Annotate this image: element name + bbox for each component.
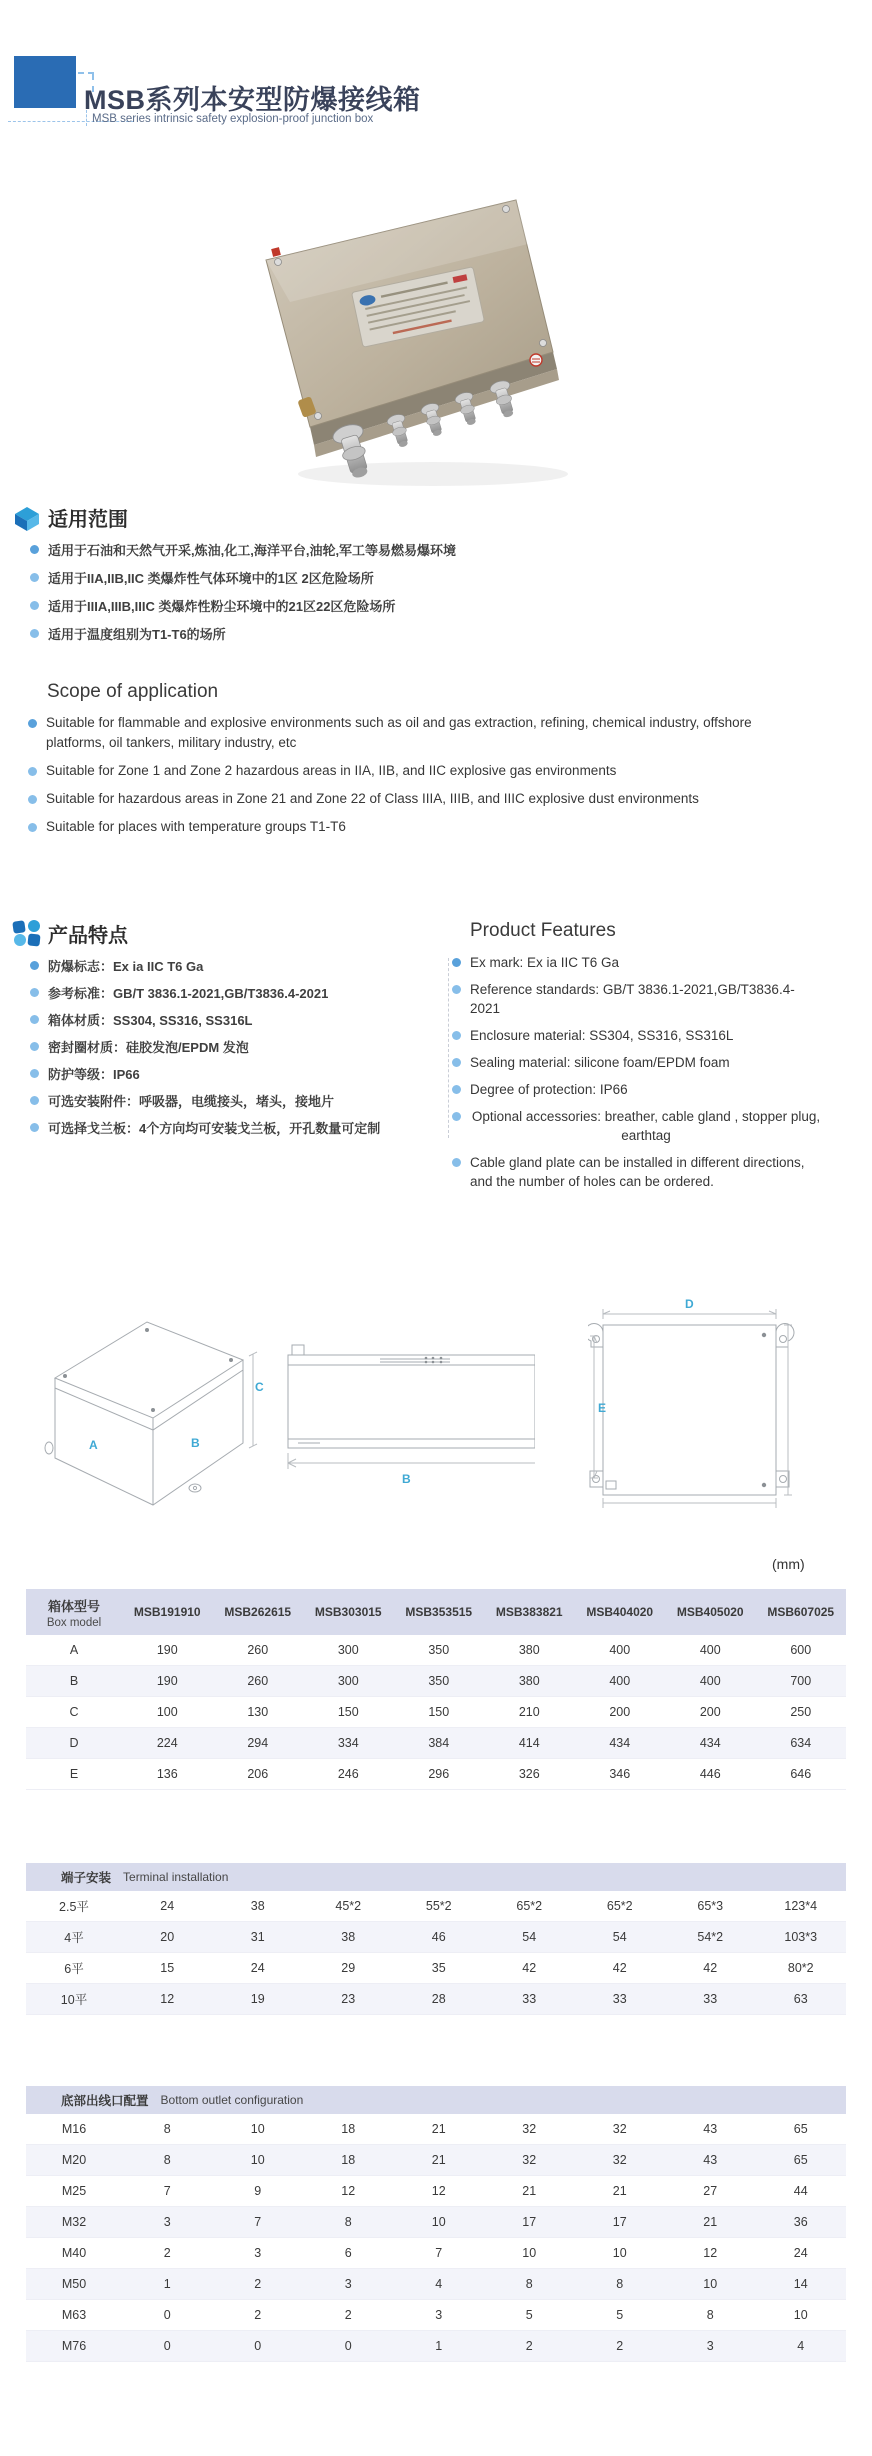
bullet-item xyxy=(452,1153,822,1191)
bullet-text: Suitable for flammable and explosive environments such as oil and gas extraction, refining, chemical industry, offshore platforms, oil tankers, military industry, etc xyxy=(46,715,752,750)
cell-value: 10 xyxy=(522,2246,537,2260)
bullet-text: 适用于温度组别为T1-T6的场所 xyxy=(48,626,226,642)
cell-value: 4 xyxy=(797,2339,805,2353)
cell-value: 23 xyxy=(341,1992,356,2006)
box-model-header: MSB383821 xyxy=(495,1605,563,1619)
cell-value: 65 xyxy=(793,2122,808,2136)
bullet-item xyxy=(30,1033,380,1060)
cell-value: 10 xyxy=(250,2122,265,2136)
dim-label-C: C xyxy=(255,1380,264,1394)
bullet-text: Suitable for Zone 1 and Zone 2 hazardous areas in IIA, IIB, and IIC explosive gas environments xyxy=(46,763,617,778)
cell-value: 100 xyxy=(156,1705,178,1719)
cell-value: 400 xyxy=(609,1643,631,1657)
cell-value: 36 xyxy=(793,2215,808,2229)
table-row xyxy=(26,2114,846,2145)
cell-value: 3 xyxy=(163,2215,171,2229)
cell-value: 350 xyxy=(428,1643,450,1657)
features-en-heading: Product Features xyxy=(470,920,616,941)
bullet-text: Ex mark: Ex ia IIC T6 Ga xyxy=(470,955,620,970)
bullet-dot-icon xyxy=(30,629,39,638)
table-row xyxy=(26,1728,846,1759)
cell-value: 384 xyxy=(428,1736,450,1750)
column-divider xyxy=(448,958,449,1138)
bullet-item xyxy=(452,1080,822,1099)
row-label: M76 xyxy=(61,2339,87,2353)
cell-value: 12 xyxy=(160,1992,175,2006)
cell-value: 296 xyxy=(428,1767,450,1781)
cell-value: 8 xyxy=(525,2277,533,2291)
bullet-dot-icon xyxy=(30,573,39,582)
terminal-table xyxy=(26,1863,846,2015)
bullet-dot-icon xyxy=(452,1031,461,1040)
bullet-dot-icon xyxy=(30,545,39,554)
bullet-text: 可选择戈兰板：4个方向均可安装戈兰板，开孔数量可定制 xyxy=(48,1121,381,1136)
cell-value: 7 xyxy=(435,2246,443,2260)
bullet-text: Suitable for places with temperature groups T1-T6 xyxy=(46,819,346,834)
side-view-drawing xyxy=(280,1335,535,1490)
round-sticker xyxy=(530,354,542,366)
outlet-table-title-bar xyxy=(26,2086,846,2114)
bullet-dot-icon xyxy=(30,961,39,970)
product-photo xyxy=(248,182,578,492)
bullet-text: Degree of protection: IP66 xyxy=(470,1082,628,1097)
table-row xyxy=(26,1759,846,1790)
bullet-dot-icon xyxy=(30,1015,39,1024)
bullet-item xyxy=(30,1006,380,1033)
bullet-text: 参考标准：GB/T 3836.1-2021,GB/T3836.4-2021 xyxy=(48,986,329,1001)
cell-value: 10 xyxy=(703,2277,718,2291)
box-model-table xyxy=(26,1589,846,1790)
cell-value: 33 xyxy=(522,1992,537,2006)
scope-en-list xyxy=(28,713,786,845)
bullet-text: Enclosure material: SS304, SS316, SS316L xyxy=(470,1028,734,1043)
bullet-dot-icon xyxy=(452,958,461,967)
cell-value: 260 xyxy=(247,1674,269,1688)
cell-value: 2 xyxy=(616,2339,624,2353)
bullet-dot-icon xyxy=(452,1158,461,1167)
bullet-text: Cable gland plate can be installed in different directions, and the number of holes can be ordered. xyxy=(470,1155,805,1189)
bullet-dot-icon xyxy=(452,1085,461,1094)
cell-value: 21 xyxy=(431,2122,446,2136)
bullet-item xyxy=(452,953,822,972)
box-model-header: MSB191910 xyxy=(133,1605,201,1619)
cell-value: 21 xyxy=(612,2184,627,2198)
cell-value: 380 xyxy=(518,1674,540,1688)
cell-value: 346 xyxy=(609,1767,631,1781)
cell-value: 434 xyxy=(609,1736,631,1750)
scope-cn-heading: 适用范围 xyxy=(48,509,128,531)
cell-value: 150 xyxy=(337,1705,359,1719)
row-label: E xyxy=(69,1767,79,1781)
cell-value: 19 xyxy=(250,1992,265,2006)
cell-value: 10 xyxy=(612,2246,627,2260)
row-label: B xyxy=(69,1674,79,1688)
bullet-dot-icon xyxy=(30,601,39,610)
cell-value: 45*2 xyxy=(335,1899,362,1913)
cell-value: 103*3 xyxy=(784,1930,818,1944)
bullet-text: Suitable for hazardous areas in Zone 21 and Zone 22 of Class IIIA, IIIB, and IIIC explosive dust environments xyxy=(46,791,699,806)
cell-value: 35 xyxy=(431,1961,446,1975)
cell-value: 32 xyxy=(612,2153,627,2167)
row-label: M25 xyxy=(61,2184,87,2198)
cell-value: 0 xyxy=(163,2339,171,2353)
cell-value: 29 xyxy=(341,1961,356,1975)
bullet-item xyxy=(28,761,786,781)
row-label: 10平 xyxy=(60,1993,88,2007)
cell-value: 600 xyxy=(790,1643,812,1657)
cell-value: 43 xyxy=(703,2153,718,2167)
cell-value: 17 xyxy=(612,2215,627,2229)
cell-value: 3 xyxy=(254,2246,262,2260)
row-label: M40 xyxy=(61,2246,87,2260)
bullet-dot-icon xyxy=(452,1058,461,1067)
bullet-dot-icon xyxy=(28,823,37,832)
cell-value: 326 xyxy=(518,1767,540,1781)
row-label: M32 xyxy=(61,2215,87,2229)
box-model-label-cn: 箱体型号 xyxy=(47,1598,100,1614)
cell-value: 8 xyxy=(616,2277,624,2291)
cell-value: 446 xyxy=(699,1767,721,1781)
cell-value: 130 xyxy=(247,1705,269,1719)
cell-value: 32 xyxy=(612,2122,627,2136)
cell-value: 0 xyxy=(254,2339,262,2353)
table-row xyxy=(26,2176,846,2207)
cell-value: 10 xyxy=(793,2308,808,2322)
outlet-title-cn: 底部出线口配置 xyxy=(61,2094,149,2108)
bullet-item xyxy=(30,1060,380,1087)
cell-value: 136 xyxy=(156,1767,178,1781)
box-model-header: MSB607025 xyxy=(767,1605,835,1619)
cell-value: 190 xyxy=(156,1674,178,1688)
brand-logo xyxy=(14,56,76,108)
cell-value: 46 xyxy=(431,1930,446,1944)
cell-value: 8 xyxy=(706,2308,714,2322)
isometric-drawing xyxy=(35,1300,265,1515)
bullet-dot-icon xyxy=(28,795,37,804)
cell-value: 18 xyxy=(341,2153,356,2167)
table-row xyxy=(26,1697,846,1728)
box-model-header: MSB303015 xyxy=(314,1605,382,1619)
box-model-header: MSB405020 xyxy=(676,1605,744,1619)
cell-value: 12 xyxy=(703,2246,718,2260)
row-label: 2.5平 xyxy=(59,1900,89,1914)
cell-value: 21 xyxy=(703,2215,718,2229)
cell-value: 150 xyxy=(428,1705,450,1719)
bullet-item xyxy=(30,535,456,563)
cell-value: 4 xyxy=(435,2277,443,2291)
row-label: 4平 xyxy=(64,1931,84,1945)
cell-value: 33 xyxy=(703,1992,718,2006)
table-row xyxy=(26,1635,846,1666)
cell-value: 32 xyxy=(522,2153,537,2167)
cell-value: 434 xyxy=(699,1736,721,1750)
box-table-corner-cell xyxy=(26,1596,122,1629)
box-model-header: MSB353515 xyxy=(405,1605,473,1619)
cell-value: 31 xyxy=(250,1930,265,1944)
table-row xyxy=(26,1922,846,1953)
cell-value: 300 xyxy=(337,1643,359,1657)
cell-value: 8 xyxy=(163,2153,171,2167)
outlet-table xyxy=(26,2086,846,2362)
unit-label: (mm) xyxy=(772,1556,805,1572)
cell-value: 65 xyxy=(793,2153,808,2167)
cell-value: 646 xyxy=(790,1767,812,1781)
bullet-item xyxy=(28,789,786,809)
cell-value: 44 xyxy=(793,2184,808,2198)
cell-value: 6 xyxy=(344,2246,352,2260)
table-row xyxy=(26,1891,846,1922)
cell-value: 21 xyxy=(522,2184,537,2198)
scope-en-heading: Scope of application xyxy=(47,681,219,702)
bullet-item xyxy=(30,952,380,979)
bullet-text: Reference standards: GB/T 3836.1-2021,GB/T3836.4-2021 xyxy=(470,982,795,1016)
features-cn-list xyxy=(30,952,380,1141)
bullet-text: 箱体材质：SS304, SS316, SS316L xyxy=(48,1013,253,1028)
bullet-dot-icon xyxy=(452,1112,461,1121)
cell-value: 1 xyxy=(435,2339,443,2353)
cell-value: 3 xyxy=(706,2339,714,2353)
cell-value: 24 xyxy=(250,1961,265,1975)
cell-value: 190 xyxy=(156,1643,178,1657)
cell-value: 28 xyxy=(431,1992,446,2006)
cell-value: 24 xyxy=(160,1899,175,1913)
box-model-header: MSB404020 xyxy=(586,1605,654,1619)
cell-value: 9 xyxy=(254,2184,262,2198)
cell-value: 206 xyxy=(247,1767,269,1781)
cell-value: 65*2 xyxy=(516,1899,543,1913)
cell-value: 294 xyxy=(247,1736,269,1750)
cell-value: 260 xyxy=(247,1643,269,1657)
cell-value: 21 xyxy=(431,2153,446,2167)
cell-value: 246 xyxy=(337,1767,359,1781)
cell-value: 63 xyxy=(793,1992,808,2006)
cell-value: 2 xyxy=(254,2277,262,2291)
scope-cn-list xyxy=(30,535,456,647)
cell-value: 3 xyxy=(435,2308,443,2322)
bullet-item xyxy=(452,1026,822,1045)
box-model-header: MSB262615 xyxy=(224,1605,292,1619)
box-table-header-row xyxy=(26,1589,846,1635)
bullet-dot-icon xyxy=(30,1069,39,1078)
bullet-dot-icon xyxy=(452,985,461,994)
cell-value: 12 xyxy=(431,2184,446,2198)
cell-value: 38 xyxy=(341,1930,356,1944)
row-label: D xyxy=(69,1736,79,1750)
cell-value: 7 xyxy=(254,2215,262,2229)
cell-value: 15 xyxy=(160,1961,175,1975)
dim-label-D: D xyxy=(685,1297,694,1311)
cell-value: 400 xyxy=(609,1674,631,1688)
table-row xyxy=(26,2331,846,2362)
cell-value: 5 xyxy=(525,2308,533,2322)
cell-value: 65*2 xyxy=(606,1899,633,1913)
cell-value: 55*2 xyxy=(425,1899,452,1913)
row-label: A xyxy=(69,1643,79,1657)
cell-value: 65*3 xyxy=(697,1899,724,1913)
page-subtitle: MSB series intrinsic safety explosion-proof junction box xyxy=(92,113,374,125)
cell-value: 54 xyxy=(612,1930,627,1944)
cell-value: 634 xyxy=(790,1736,812,1750)
cell-value: 8 xyxy=(163,2122,171,2136)
bullet-dot-icon xyxy=(30,1096,39,1105)
front-view-drawing xyxy=(588,1295,818,1520)
bullet-item xyxy=(30,1087,380,1114)
cell-value: 24 xyxy=(793,2246,808,2260)
cell-value: 54*2 xyxy=(697,1930,724,1944)
bullet-item xyxy=(30,591,456,619)
cell-value: 42 xyxy=(612,1961,627,1975)
cell-value: 0 xyxy=(163,2308,171,2322)
terminal-title-cn: 端子安装 xyxy=(61,1871,112,1885)
row-label: M50 xyxy=(61,2277,87,2291)
bullet-text: 可选安装附件：呼吸器，电缆接头，堵头，接地片 xyxy=(48,1094,335,1109)
cell-value: 2 xyxy=(163,2246,171,2260)
bullet-dot-icon xyxy=(30,988,39,997)
bullet-text: Optional accessories: breather, cable gland , stopper plug, earthtag xyxy=(471,1109,821,1143)
dim-label-E: E xyxy=(598,1401,607,1415)
cell-value: 300 xyxy=(337,1674,359,1688)
cell-value: 54 xyxy=(522,1930,537,1944)
cell-value: 380 xyxy=(518,1643,540,1657)
table-row xyxy=(26,2207,846,2238)
bullet-item xyxy=(30,1114,380,1141)
cell-value: 350 xyxy=(428,1674,450,1688)
terminal-table-title-bar xyxy=(26,1863,846,1891)
cell-value: 250 xyxy=(790,1705,812,1719)
terminal-title-en: Terminal installation xyxy=(123,1870,229,1884)
bullet-dot-icon xyxy=(30,1042,39,1051)
cell-value: 80*2 xyxy=(787,1961,814,1975)
cell-value: 10 xyxy=(250,2153,265,2167)
row-label: 6平 xyxy=(64,1962,84,1976)
cell-value: 2 xyxy=(254,2308,262,2322)
bullet-item xyxy=(452,1107,822,1145)
table-row xyxy=(26,1984,846,2015)
cell-value: 3 xyxy=(344,2277,352,2291)
cell-value: 32 xyxy=(522,2122,537,2136)
dim-label-B: B xyxy=(191,1436,200,1450)
red-tag-sticker xyxy=(271,247,281,257)
bullet-dot-icon xyxy=(28,767,37,776)
bullet-item xyxy=(452,1053,822,1072)
cell-value: 700 xyxy=(790,1674,812,1688)
cell-value: 400 xyxy=(699,1674,721,1688)
cell-value: 2 xyxy=(344,2308,352,2322)
cell-value: 224 xyxy=(156,1736,178,1750)
table-row xyxy=(26,2300,846,2331)
bullet-item xyxy=(30,979,380,1006)
photo-shadow xyxy=(298,462,568,486)
cell-value: 43 xyxy=(703,2122,718,2136)
features-en-list xyxy=(452,953,822,1199)
table-row xyxy=(26,2269,846,2300)
box-model-label-en: Box model xyxy=(46,1616,102,1629)
table-row xyxy=(26,1953,846,1984)
cell-value: 2 xyxy=(525,2339,533,2353)
cell-value: 7 xyxy=(163,2184,171,2198)
row-label: M20 xyxy=(61,2153,87,2167)
cell-value: 200 xyxy=(609,1705,631,1719)
bullet-item xyxy=(28,713,786,753)
clover-icon xyxy=(12,918,42,948)
features-cn-heading: 产品特点 xyxy=(48,925,128,947)
dim-label-B-side: B xyxy=(402,1472,411,1486)
table-row xyxy=(26,2145,846,2176)
bullet-item xyxy=(452,980,822,1018)
cell-value: 42 xyxy=(703,1961,718,1975)
cell-value: 14 xyxy=(793,2277,808,2291)
dim-label-A: A xyxy=(89,1438,98,1452)
bullet-item xyxy=(30,563,456,591)
cell-value: 0 xyxy=(344,2339,352,2353)
cube-icon xyxy=(14,506,40,532)
bullet-text: 适用于IIA,IIB,IIC 类爆炸性气体环境中的1区 2区危险场所 xyxy=(48,570,374,586)
cell-value: 17 xyxy=(522,2215,537,2229)
cell-value: 12 xyxy=(341,2184,356,2198)
cell-value: 5 xyxy=(616,2308,624,2322)
cell-value: 8 xyxy=(344,2215,352,2229)
cell-value: 210 xyxy=(518,1705,540,1719)
row-label: C xyxy=(69,1705,79,1719)
cell-value: 38 xyxy=(250,1899,265,1913)
table-row xyxy=(26,2238,846,2269)
row-label: M16 xyxy=(61,2122,87,2136)
cell-value: 42 xyxy=(522,1961,537,1975)
bullet-text: 防爆标志：Ex ia IIC T6 Ga xyxy=(48,959,204,974)
bullet-dot-icon xyxy=(30,1123,39,1132)
page-title: MSB系列本安型防爆接线箱 xyxy=(84,85,421,115)
bullet-dot-icon xyxy=(28,719,37,728)
cell-value: 123*4 xyxy=(784,1899,818,1913)
cell-value: 27 xyxy=(703,2184,718,2198)
table-row xyxy=(26,1666,846,1697)
outlet-title-en: Bottom outlet configuration xyxy=(160,2093,304,2107)
cell-value: 200 xyxy=(699,1705,721,1719)
bullet-text: 适用于石油和天然气开采,炼油,化工,海洋平台,油轮,军工等易燃易爆环境 xyxy=(48,542,457,558)
cell-value: 10 xyxy=(431,2215,446,2229)
cell-value: 414 xyxy=(518,1736,540,1750)
cell-value: 20 xyxy=(160,1930,175,1944)
bullet-text: 密封圈材质：硅胶发泡/EPDM 发泡 xyxy=(48,1040,249,1055)
cell-value: 400 xyxy=(699,1643,721,1657)
row-label: M63 xyxy=(61,2308,87,2322)
cell-value: 18 xyxy=(341,2122,356,2136)
bullet-text: Sealing material: silicone foam/EPDM foam xyxy=(470,1055,730,1070)
cell-value: 334 xyxy=(337,1736,359,1750)
bullet-text: 防护等级：IP66 xyxy=(48,1067,140,1082)
cell-value: 33 xyxy=(612,1992,627,2006)
cell-value: 1 xyxy=(163,2277,171,2291)
bullet-item xyxy=(28,817,786,837)
bullet-item xyxy=(30,619,456,647)
bullet-text: 适用于IIIA,IIIB,IIIC 类爆炸性粉尘环境中的21区22区危险场所 xyxy=(48,598,396,614)
